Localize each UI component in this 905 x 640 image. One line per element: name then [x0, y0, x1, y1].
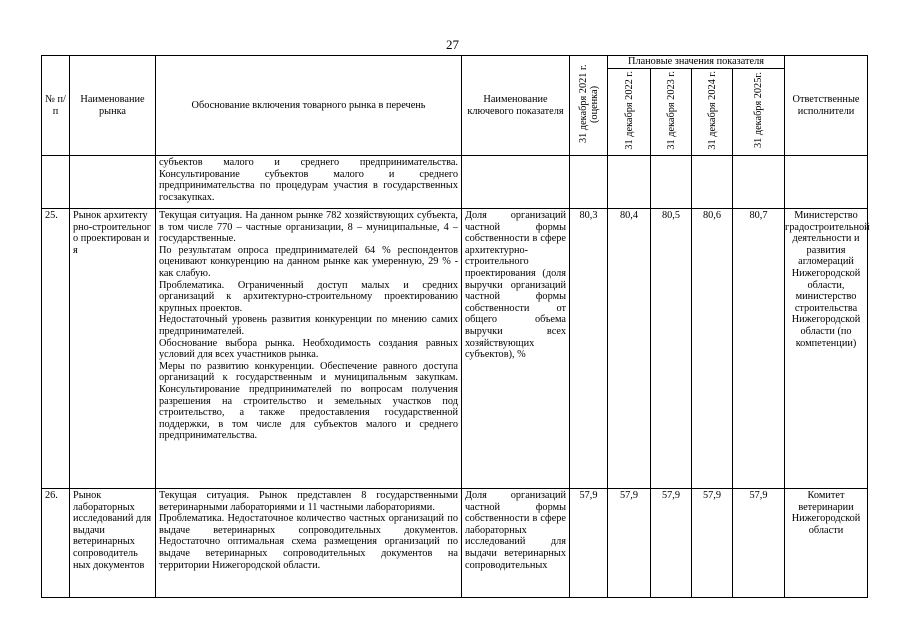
reason-clip: [159, 490, 458, 571]
header-indicator: Наименование ключевого показателя: [462, 56, 570, 156]
header-2022-text: 31 декабря 2022 г.: [623, 70, 635, 150]
cell-executor: Комитет ветеринарии Нижегородской области: [785, 489, 868, 598]
header-2022: [608, 69, 651, 156]
reason-paragraph: Текущая ситуация. На данном рынке 782 хозяйствующих субъекта, в том числе 770 – частные организации, 8 – муниципальные, 4 – государственные.: [159, 210, 458, 245]
cell-indicator: [462, 489, 570, 598]
cell-num: 26.: [42, 489, 70, 598]
cell-reason: субъектов малого и среднего предпринимательства. Консультирование субъектов малого и среднего предпринимательства по процедурам участия в государственных госзакупках.: [156, 156, 462, 209]
cell-indicator: Доля организаций частной формы собственности в сфере архитектурно-строительного проектирования (доля выручки организаций частной формы собственности от общего объема выручки всех хозяйствующих субъектов), %: [462, 209, 570, 489]
reason-paragraph: Меры по развитию конкуренции. Обеспечение равного доступа организаций к государственным и муниципальным закупкам. Консультирование предпринимателей по вопросам получения разрешения на строительство и земельных участков под строительство, а также предоставления государственной поддержки, в том числе для субъектов малого и среднего предпринимательства.: [159, 360, 458, 442]
cell-executor: Министерство градостроительной деятельности и развития агломераций Нижегородской области, министерство строительства Нижегородской области (по компетенции): [785, 209, 868, 489]
header-num: № п/п: [42, 56, 70, 156]
cell-v2022: 80,4: [608, 209, 651, 489]
cell-v2025: 80,7: [733, 209, 785, 489]
header-2021: [570, 56, 608, 156]
cell-v2023: 80,5: [651, 209, 692, 489]
cell-v2024: [692, 156, 733, 209]
table-row: [42, 156, 868, 209]
cell-market: Рынок архитектурно-строительного проектирован ия: [70, 209, 156, 489]
header-2023: [651, 69, 692, 156]
header-planned-group: Плановые значения показателя: [608, 56, 785, 69]
page-number: 27: [446, 37, 459, 52]
cell-v2024: 57,9: [692, 489, 733, 598]
cell-v2023: [651, 156, 692, 209]
header-2024-text: 31 декабря 2024 г.: [706, 70, 718, 150]
cell-indicator-text: Доля организаций частной формы собственности в сфере лабораторных исследований для выдачи ветеринарных сопроводительных: [465, 490, 566, 571]
header-market: Наименование рынка: [70, 56, 156, 156]
cell-v2021: 57,9: [570, 489, 608, 598]
cell-market: [70, 489, 156, 598]
cell-num: [42, 156, 70, 209]
cell-v2021: [570, 156, 608, 209]
header-reason: Обоснование включения товарного рынка в перечень: [156, 56, 462, 156]
header-2025-text: 31 декабря 2025г.: [753, 72, 764, 149]
cell-num: 25.: [42, 209, 70, 489]
header-row-1: [42, 56, 868, 69]
cell-v2021: 80,3: [570, 209, 608, 489]
cell-indicator: [462, 156, 570, 209]
header-2025: [733, 69, 785, 156]
cell-v2022: 57,9: [608, 489, 651, 598]
cell-market: [70, 156, 156, 209]
cell-market-text: Рынок лабораторных исследований для выдачи ветеринарных сопроводитель ных документов: [73, 490, 152, 571]
cell-v2025: 57,9: [733, 489, 785, 598]
reason-paragraph: Обоснование выбора рынка. Необходимость создания равных условий для всех участников рынка.: [159, 337, 458, 361]
reason-paragraph: Текущая ситуация. Рынок представлен 8 государственными ветеринарными лабораториями и 11 частными лабораториями.: [159, 490, 458, 513]
header-2023-text: 31 декабря 2023 г.: [665, 70, 677, 150]
competition-markets-table: [41, 55, 868, 598]
cell-v2025: [733, 156, 785, 209]
cell-v2023: 57,9: [651, 489, 692, 598]
cell-executor: [785, 156, 868, 209]
table-row: [42, 209, 868, 489]
reason-paragraph: Недостаточный уровень развития конкуренции по мнению самих предпринимателей.: [159, 314, 458, 337]
reason-paragraph: По результатам опроса предпринимателей 64 % респондентов оценивают конкуренцию на данном рынке как умеренную, 29 % - как слабую.: [159, 244, 458, 279]
cell-reason: [156, 489, 462, 598]
header-2024: [692, 69, 733, 156]
header-executor: Ответственные исполнители: [785, 56, 868, 156]
table-row: [42, 489, 868, 598]
reason-paragraph: Проблематика. Ограниченный доступ малых и средних организаций к архитектурно-строительному проектированию крупных проектов.: [159, 279, 458, 314]
cell-v2024: 80,6: [692, 209, 733, 489]
cell-v2022: [608, 156, 651, 209]
reason-paragraph: Проблематика. Недостаточное количество частных организаций по выдаче ветеринарных сопроводительных документов. Недостаточно оптимальная схема размещения организаций по выдаче ветеринарных сопроводительных документов на территории Нижегородской области.: [159, 513, 458, 571]
cell-reason: [156, 209, 462, 489]
header-2021-text: 31 декабря 2021 г. (оценка): [577, 64, 600, 144]
